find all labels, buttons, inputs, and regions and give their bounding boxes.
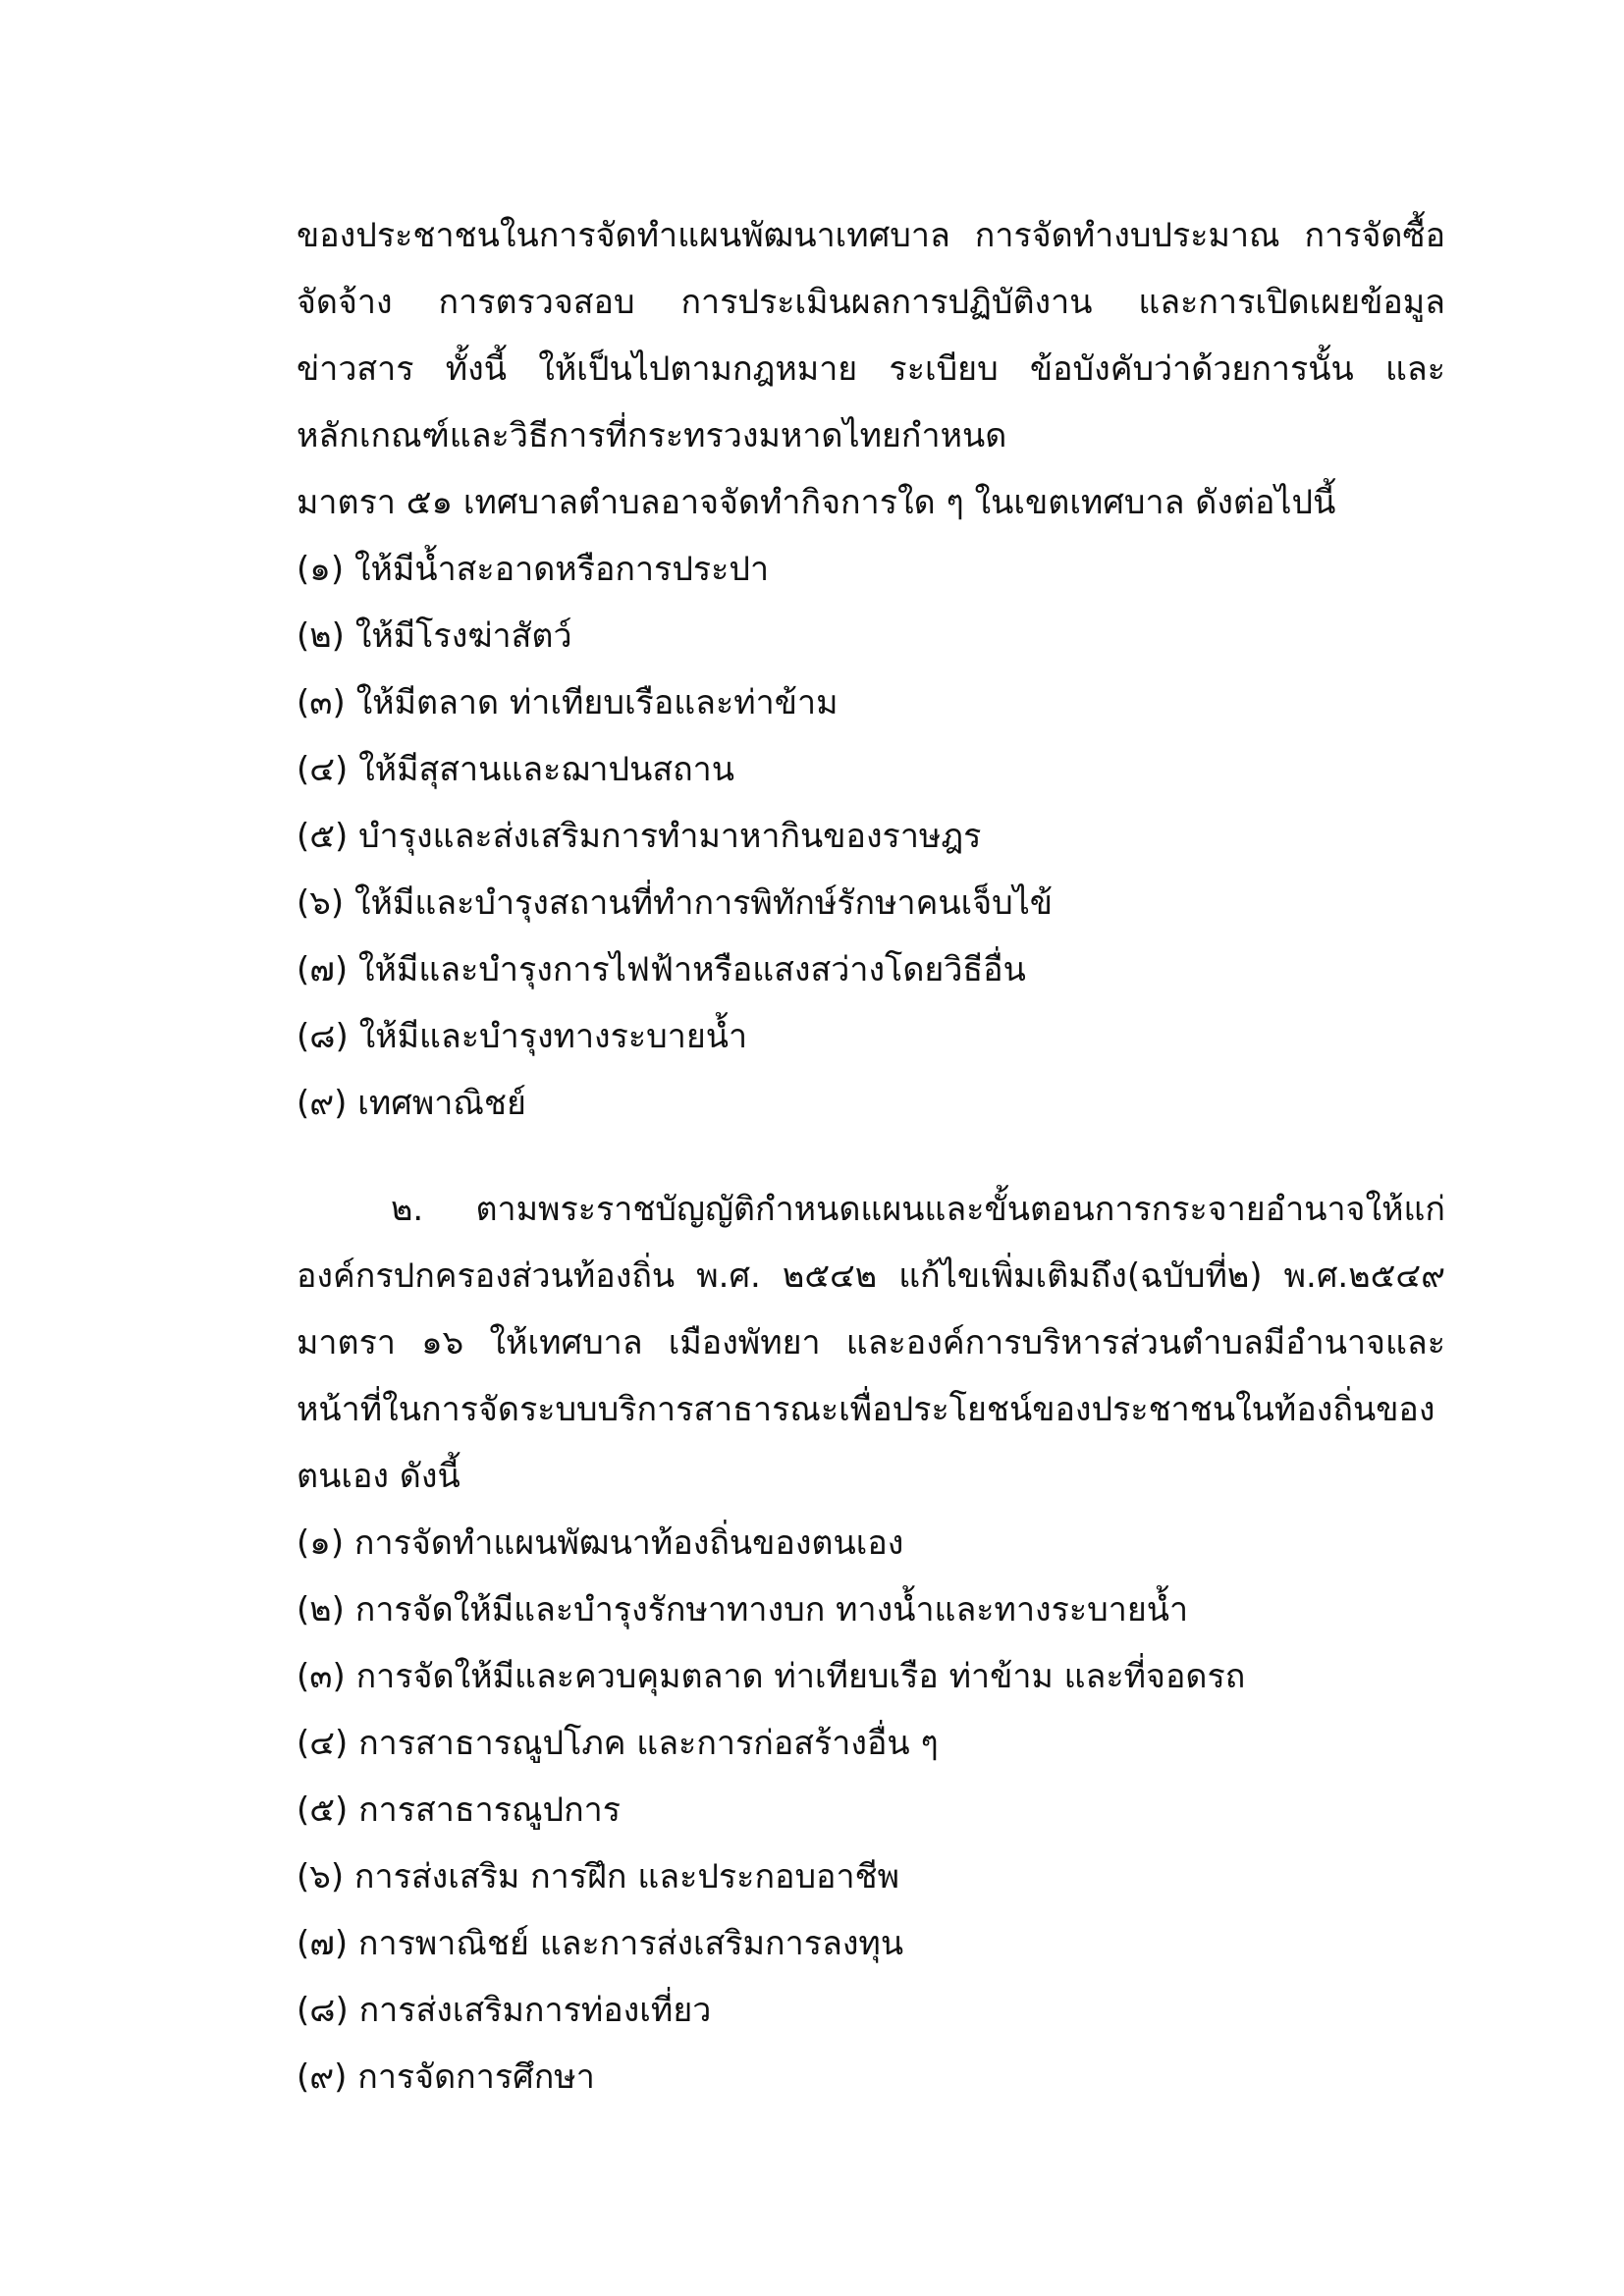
paragraph-line: ของประชาชนในการจัดทำแผนพัฒนาเทศบาล การจัดทำงบประมาณ การจัดซื้อ (297, 216, 1445, 255)
list-item: (๕) การสาธารณูปการ (297, 1790, 622, 1830)
article-51-heading: มาตรา ๕๑ เทศบาลตำบลอาจจัดทำกิจการใด ๆ ในเขตเทศบาล ดังต่อไปนี้ (297, 483, 1336, 522)
article-51-list (297, 536, 1445, 1137)
document-body (297, 202, 1445, 2110)
list-item: (๒) ให้มีโรงฆ่าสัตว์ (297, 616, 572, 656)
list-item: (๖) การส่งเสริม การฝึก และประกอบอาชีพ (297, 1857, 900, 1896)
paragraph-line: มาตรา ๑๖ ให้เทศบาล เมืองพัทยา และองค์การบริหารส่วนตำบลมีอำนาจและ (297, 1323, 1445, 1362)
paragraph-line: จัดจ้าง การตรวจสอบ การประเมินผลการปฏิบัติงาน และการเปิดเผยข้อมูล (297, 283, 1445, 322)
list-item: (๙) เทศพาณิชย์ (297, 1084, 526, 1123)
list-item: (๙) การจัดการศึกษา (297, 2057, 595, 2097)
list-item: (๖) ให้มีและบำรุงสถานที่ทำการพิทักษ์รักษาคนเจ็บไข้ (297, 883, 1054, 923)
paragraph-line: หน้าที่ในการจัดระบบบริการสาธารณะเพื่อประโยชน์ของประชาชนในท้องถิ่นของ (297, 1390, 1435, 1429)
section-spacer (297, 1137, 1445, 1176)
list-item: (๗) การพาณิชย์ และการส่งเสริมการลงทุน (297, 1924, 904, 1963)
section1-paragraph (297, 202, 1445, 469)
paragraph-line: หลักเกณฑ์และวิธีการที่กระทรวงมหาดไทยกำหนด (297, 416, 1007, 455)
paragraph-line: ๒. ตามพระราชบัญญัติกำหนดแผนและขั้นตอนการกระจายอำนาจให้แก่ (391, 1190, 1445, 1229)
list-item: (๒) การจัดให้มีและบำรุงรักษาทางบก ทางน้ำและทางระบายน้ำ (297, 1590, 1189, 1629)
paragraph-line: ข่าวสาร ทั้งนี้ ให้เป็นไปตามกฎหมาย ระเบียบ ข้อบังคับว่าด้วยการนั้น และ (297, 349, 1445, 389)
paragraph-line: องค์กรปกครองส่วนท้องถิ่น พ.ศ. ๒๕๔๒ แก้ไขเพิ่มเติมถึง(ฉบับที่๒) พ.ศ.๒๕๔๙ (297, 1256, 1445, 1296)
list-item: (๕) บำรุงและส่งเสริมการทำมาหากินของราษฎร (297, 817, 982, 856)
list-item: (๘) การส่งเสริมการท่องเที่ยว (297, 1991, 712, 2030)
list-item: (๑) การจัดทำแผนพัฒนาท้องถิ่นของตนเอง (297, 1523, 904, 1563)
list-item: (๓) การจัดให้มีและควบคุมตลาด ท่าเทียบเรือ ท่าข้าม และที่จอดรถ (297, 1657, 1246, 1696)
list-item: (๗) ให้มีและบำรุงการไฟฟ้าหรือแสงสว่างโดยวิธีอื่น (297, 950, 1026, 989)
list-item: (๑) ให้มีน้ำสะอาดหรือการประปา (297, 550, 770, 589)
section2-paragraph (297, 1176, 1445, 1510)
paragraph-line: ตนเอง ดังนี้ (297, 1457, 460, 1496)
article-16-list (297, 1510, 1445, 2110)
list-item: (๔) การสาธารณูปโภค และการก่อสร้างอื่น ๆ (297, 1724, 939, 1763)
list-item: (๓) ให้มีตลาด ท่าเทียบเรือและท่าข้าม (297, 683, 839, 722)
list-item: (๘) ให้มีและบำรุงทางระบายน้ำ (297, 1017, 748, 1056)
list-item: (๔) ให้มีสุสานและฌาปนสถาน (297, 750, 734, 789)
